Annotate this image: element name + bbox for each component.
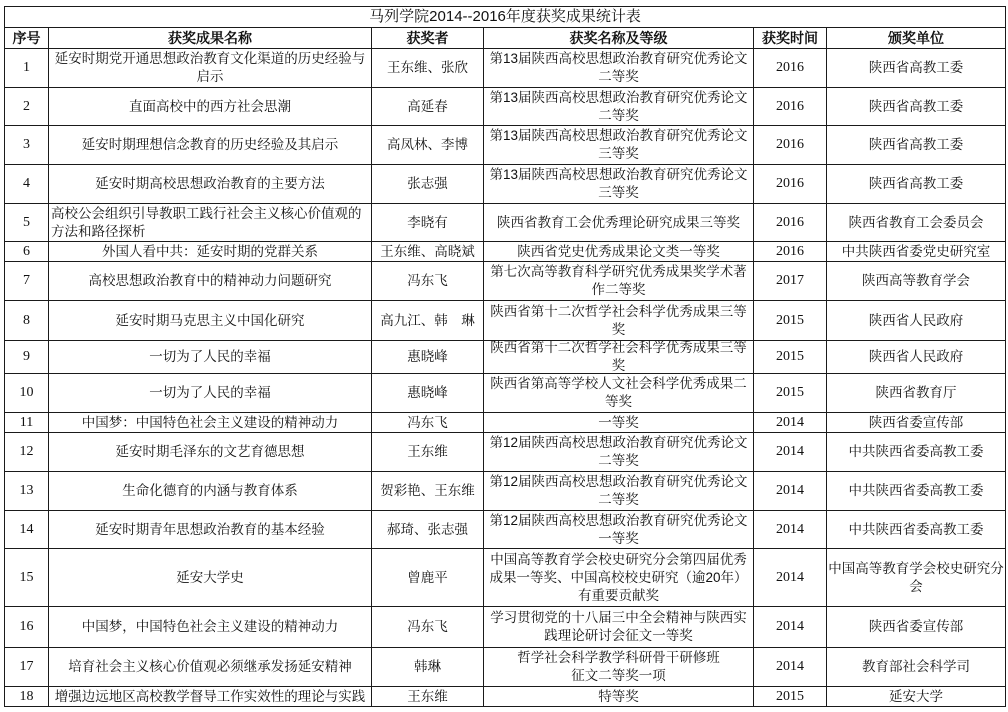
cell-award xyxy=(484,262,754,301)
table-row xyxy=(5,242,1006,262)
cell-year xyxy=(754,165,827,204)
cell-name-text: 高校思想政治教育中的精神动力问题研究 xyxy=(88,273,332,288)
cell-winner xyxy=(372,433,484,472)
cell-name xyxy=(49,88,372,126)
header-year-text: 获奖时间 xyxy=(762,30,818,46)
table-row xyxy=(5,49,1006,88)
cell-index xyxy=(5,341,49,374)
cell-year xyxy=(754,413,827,433)
cell-issuer xyxy=(827,49,1006,88)
cell-award-text: 陕西省第十二次哲学社会科学优秀成果三等奖 xyxy=(490,303,747,337)
cell-name-text: 中国梦：中国特色社会主义建设的精神动力 xyxy=(81,414,339,430)
table-body xyxy=(5,49,1006,707)
header-index xyxy=(5,28,49,49)
cell-winner-text: 王东维 xyxy=(407,688,448,704)
header-issuer-text: 颁奖单位 xyxy=(888,30,945,46)
table-row xyxy=(5,433,1006,472)
cell-index-text: 5 xyxy=(23,214,30,230)
cell-issuer xyxy=(827,165,1006,204)
header-award xyxy=(484,28,754,49)
cell-year-text: 2016 xyxy=(776,60,804,75)
cell-year-text: 2016 xyxy=(776,98,804,114)
cell-name-text: 一切为了人民的幸福 xyxy=(149,385,271,400)
cell-award xyxy=(484,88,754,126)
cell-award-text: 特等奖 xyxy=(598,688,639,704)
cell-index xyxy=(5,204,49,242)
table-row xyxy=(5,126,1006,165)
cell-issuer-text: 陕西省人民政府 xyxy=(868,349,964,364)
cell-name xyxy=(49,374,372,413)
cell-award-text: 第13届陕西高校思想政治教育研究优秀论文三等奖 xyxy=(489,128,748,161)
cell-index-text: 17 xyxy=(19,659,34,674)
cell-winner-text: 冯东飞 xyxy=(407,273,448,288)
cell-name xyxy=(49,341,372,374)
cell-award-text: 第13届陕西高校思想政治教育研究优秀论文二等奖 xyxy=(489,89,748,123)
cell-name xyxy=(49,413,372,433)
cell-year-text: 2015 xyxy=(776,688,804,704)
cell-award xyxy=(484,126,754,165)
cell-index xyxy=(5,433,49,472)
cell-name-text: 延安时期党开通思想政治教育文化渠道的历史经验与启示 xyxy=(54,51,366,84)
cell-name xyxy=(49,242,372,262)
cell-index xyxy=(5,242,49,262)
cell-issuer-text: 陕西省委宣传部 xyxy=(868,414,964,430)
cell-winner xyxy=(372,301,484,341)
table-row xyxy=(5,88,1006,126)
cell-winner-text: 高九江、韩 琳 xyxy=(380,312,475,328)
cell-issuer-text: 延安大学 xyxy=(889,688,944,704)
cell-winner-text: 冯东飞 xyxy=(407,619,448,634)
header-row xyxy=(5,28,1006,49)
cell-name xyxy=(49,472,372,511)
cell-issuer-text: 中共陕西省委高教工委 xyxy=(848,444,984,459)
cell-winner-text: 高延春 xyxy=(407,98,448,114)
cell-winner-text: 惠晓峰 xyxy=(407,349,448,364)
cell-issuer xyxy=(827,472,1006,511)
cell-winner xyxy=(372,204,484,242)
cell-issuer-text: 中国高等教育学会校史研究分会 xyxy=(828,560,1004,594)
cell-winner xyxy=(372,242,484,262)
table-row xyxy=(5,165,1006,204)
cell-issuer xyxy=(827,126,1006,165)
table-row xyxy=(5,262,1006,301)
cell-issuer-text: 陕西省教育工会委员会 xyxy=(848,214,984,230)
cell-index-text: 16 xyxy=(19,619,34,634)
cell-year-text: 2017 xyxy=(776,273,804,288)
cell-index-text: 15 xyxy=(19,569,34,585)
cell-year-text: 2014 xyxy=(776,659,804,674)
cell-winner xyxy=(372,341,484,374)
cell-issuer xyxy=(827,374,1006,413)
cell-year xyxy=(754,549,827,607)
cell-index xyxy=(5,549,49,607)
table-row xyxy=(5,549,1006,607)
cell-index-text: 9 xyxy=(23,349,30,364)
cell-index xyxy=(5,126,49,165)
cell-issuer xyxy=(827,262,1006,301)
cell-name-text: 外国人看中共：延安时期的党群关系 xyxy=(102,243,318,259)
cell-issuer xyxy=(827,648,1006,687)
cell-name xyxy=(49,549,372,607)
cell-winner-text: 王东维、张欣 xyxy=(387,60,468,75)
cell-index-text: 8 xyxy=(23,312,30,328)
cell-index xyxy=(5,262,49,301)
cell-issuer xyxy=(827,301,1006,341)
cell-winner-text: 李晓有 xyxy=(407,214,448,230)
cell-year xyxy=(754,607,827,648)
cell-award xyxy=(484,648,754,687)
cell-index-text: 7 xyxy=(23,273,30,288)
cell-name-text: 延安时期青年思想政治教育的基本经验 xyxy=(95,521,325,537)
cell-year-text: 2014 xyxy=(776,569,804,585)
cell-winner xyxy=(372,549,484,607)
cell-name xyxy=(49,648,372,687)
cell-index-text: 14 xyxy=(19,521,34,537)
table-title: 马列学院2014--2016年度获奖成果统计表 xyxy=(369,8,641,25)
table-row xyxy=(5,204,1006,242)
cell-award-text: 一等奖 xyxy=(598,414,639,430)
cell-index-text: 12 xyxy=(19,444,34,459)
cell-award-text: 第12届陕西高校思想政治教育研究优秀论文一等奖 xyxy=(489,512,748,546)
cell-year xyxy=(754,374,827,413)
cell-winner xyxy=(372,607,484,648)
cell-year xyxy=(754,204,827,242)
cell-award xyxy=(484,433,754,472)
cell-year-text: 2016 xyxy=(776,137,804,152)
cell-year-text: 2016 xyxy=(776,214,804,230)
table-row xyxy=(5,413,1006,433)
table-row xyxy=(5,301,1006,341)
cell-winner xyxy=(372,126,484,165)
cell-name-text: 增强边远地区高校教学督导工作实效性的理论与实践 xyxy=(54,688,366,704)
cell-index xyxy=(5,88,49,126)
cell-issuer xyxy=(827,88,1006,126)
cell-issuer-text: 陕西省高教工委 xyxy=(868,137,964,152)
cell-winner-text: 张志强 xyxy=(407,176,448,191)
cell-issuer-text: 中共陕西省委高教工委 xyxy=(848,483,984,498)
cell-award xyxy=(484,301,754,341)
cell-winner xyxy=(372,472,484,511)
cell-year-text: 2016 xyxy=(776,176,804,191)
cell-index-text: 3 xyxy=(23,137,30,152)
cell-award-text: 陕西省党史优秀成果论文类一等奖 xyxy=(517,243,720,259)
cell-name xyxy=(49,165,372,204)
cell-issuer xyxy=(827,413,1006,433)
table-row xyxy=(5,472,1006,511)
cell-year xyxy=(754,242,827,262)
cell-name-text: 延安时期理想信念教育的历史经验及其启示 xyxy=(81,137,339,152)
cell-award xyxy=(484,687,754,707)
cell-index-text: 10 xyxy=(19,385,34,400)
cell-winner-text: 惠晓峰 xyxy=(407,385,448,400)
cell-issuer xyxy=(827,242,1006,262)
cell-index xyxy=(5,374,49,413)
cell-name xyxy=(49,433,372,472)
cell-year xyxy=(754,88,827,126)
cell-name-text: 一切为了人民的幸福 xyxy=(149,349,271,364)
cell-index xyxy=(5,511,49,549)
cell-index-text: 2 xyxy=(23,98,30,114)
cell-year-text: 2016 xyxy=(776,243,804,259)
cell-issuer xyxy=(827,204,1006,242)
cell-award-text: 学习贯彻党的十八届三中全会精神与陕西实践理论研讨会征文一等奖 xyxy=(490,610,747,643)
awards-table xyxy=(4,6,1006,707)
cell-award xyxy=(484,341,754,374)
cell-winner xyxy=(372,374,484,413)
table-row xyxy=(5,511,1006,549)
cell-name xyxy=(49,301,372,341)
header-winner xyxy=(372,28,484,49)
table-row xyxy=(5,687,1006,707)
cell-award-text: 第七次高等教育科学研究优秀成果奖学术著作二等奖 xyxy=(490,264,747,297)
header-award-text: 获奖名称及等级 xyxy=(569,30,668,46)
cell-issuer-text: 陕西高等教育学会 xyxy=(862,273,971,288)
cell-winner-text: 曾鹿平 xyxy=(407,569,448,585)
cell-award-text: 第12届陕西高校思想政治教育研究优秀论文二等奖 xyxy=(489,474,748,507)
cell-name-text: 培育社会主义核心价值观必须继承发扬延安精神 xyxy=(68,659,352,674)
header-winner-text: 获奖者 xyxy=(406,30,449,46)
cell-index-text: 4 xyxy=(23,176,30,191)
cell-winner xyxy=(372,88,484,126)
cell-index xyxy=(5,413,49,433)
cell-award xyxy=(484,607,754,648)
cell-year-text: 2014 xyxy=(776,619,804,634)
cell-index-text: 1 xyxy=(23,60,30,75)
cell-name-text: 延安时期毛泽东的文艺育德思想 xyxy=(115,444,305,459)
cell-year xyxy=(754,341,827,374)
cell-year xyxy=(754,433,827,472)
cell-name-text: 生命化德育的内涵与教育体系 xyxy=(122,483,298,498)
cell-year-text: 2014 xyxy=(776,414,804,430)
table-row xyxy=(5,607,1006,648)
cell-award xyxy=(484,413,754,433)
cell-award xyxy=(484,511,754,549)
cell-name xyxy=(49,262,372,301)
cell-winner xyxy=(372,262,484,301)
cell-year xyxy=(754,126,827,165)
cell-year xyxy=(754,648,827,687)
cell-year-text: 2015 xyxy=(776,385,804,400)
cell-award-text: 陕西省教育工会优秀理论研究成果三等奖 xyxy=(497,214,740,230)
cell-name xyxy=(49,126,372,165)
cell-issuer-text: 陕西省高教工委 xyxy=(868,98,964,114)
cell-winner xyxy=(372,648,484,687)
cell-issuer-text: 陕西省教育厅 xyxy=(875,385,957,400)
cell-award-text: 第12届陕西高校思想政治教育研究优秀论文二等奖 xyxy=(489,435,748,468)
cell-year-text: 2014 xyxy=(776,483,804,498)
cell-index xyxy=(5,301,49,341)
cell-year xyxy=(754,301,827,341)
cell-name-text: 高校公会组织引导教职工践行社会主义核心价值观的方法和路径探析 xyxy=(51,205,362,239)
cell-winner xyxy=(372,49,484,88)
cell-year-text: 2014 xyxy=(776,521,804,537)
cell-issuer xyxy=(827,511,1006,549)
table-row xyxy=(5,341,1006,374)
cell-issuer xyxy=(827,687,1006,707)
cell-name xyxy=(49,511,372,549)
cell-issuer xyxy=(827,433,1006,472)
cell-issuer-text: 陕西省高教工委 xyxy=(868,176,964,191)
cell-name xyxy=(49,607,372,648)
cell-year-text: 2015 xyxy=(776,312,804,328)
cell-issuer-text: 中共陕西省委党史研究室 xyxy=(841,243,991,259)
cell-award-text: 中国高等教育学会校史研究分会第四届优秀成果一等奖、中国高校校史研究（逾20年）有重要贡献奖 xyxy=(489,551,748,603)
cell-award-text: 哲学社会科学教学科研骨干研修班 征文二等奖一项 xyxy=(517,650,720,683)
cell-issuer xyxy=(827,341,1006,374)
cell-year-text: 2015 xyxy=(776,349,804,364)
cell-index-text: 6 xyxy=(23,243,30,259)
cell-winner xyxy=(372,165,484,204)
title-row xyxy=(5,7,1006,28)
cell-award-text: 第13届陕西高校思想政治教育研究优秀论文三等奖 xyxy=(489,167,748,200)
cell-winner-text: 高凤林、李博 xyxy=(387,137,468,152)
cell-name-text: 延安大学史 xyxy=(176,569,244,585)
cell-index xyxy=(5,607,49,648)
cell-year xyxy=(754,49,827,88)
cell-issuer xyxy=(827,549,1006,607)
table-row xyxy=(5,648,1006,687)
cell-year xyxy=(754,262,827,301)
header-issuer xyxy=(827,28,1006,49)
cell-winner xyxy=(372,413,484,433)
cell-name xyxy=(49,49,372,88)
cell-year-text: 2014 xyxy=(776,444,804,459)
cell-winner xyxy=(372,687,484,707)
cell-winner-text: 王东维 xyxy=(407,444,448,459)
table-row xyxy=(5,374,1006,413)
cell-award xyxy=(484,374,754,413)
cell-year xyxy=(754,687,827,707)
cell-index-text: 13 xyxy=(19,483,34,498)
cell-name-text: 延安时期马克思主义中国化研究 xyxy=(115,312,305,328)
cell-name xyxy=(49,204,372,242)
cell-award xyxy=(484,242,754,262)
cell-issuer-text: 陕西省委宣传部 xyxy=(868,619,964,634)
cell-winner-text: 韩琳 xyxy=(414,659,441,674)
cell-award-text: 第13届陕西高校思想政治教育研究优秀论文二等奖 xyxy=(489,51,748,84)
header-year xyxy=(754,28,827,49)
cell-award xyxy=(484,549,754,607)
cell-index-text: 18 xyxy=(19,688,34,704)
header-name-text: 获奖成果名称 xyxy=(168,30,252,46)
cell-award xyxy=(484,165,754,204)
cell-winner-text: 冯东飞 xyxy=(407,414,448,430)
cell-name-text: 延安时期高校思想政治教育的主要方法 xyxy=(95,176,325,191)
cell-index xyxy=(5,165,49,204)
cell-award-text: 陕西省第高等学校人文社会科学优秀成果二等奖 xyxy=(490,376,747,409)
cell-index-text: 11 xyxy=(19,414,34,430)
cell-index xyxy=(5,648,49,687)
cell-year xyxy=(754,511,827,549)
header-index-text: 序号 xyxy=(12,30,41,46)
cell-award xyxy=(484,472,754,511)
cell-year xyxy=(754,472,827,511)
cell-issuer-text: 陕西省高教工委 xyxy=(868,60,964,75)
cell-winner-text: 王东维、高晓斌 xyxy=(380,243,475,259)
header-name xyxy=(49,28,372,49)
cell-winner xyxy=(372,511,484,549)
cell-name xyxy=(49,687,372,707)
cell-index xyxy=(5,49,49,88)
cell-award xyxy=(484,49,754,88)
cell-award-text: 陕西省第十二次哲学社会科学优秀成果三等奖 xyxy=(490,341,747,373)
table-title-cell xyxy=(5,7,1006,28)
cell-issuer xyxy=(827,607,1006,648)
cell-issuer-text: 教育部社会科学司 xyxy=(862,659,971,674)
cell-name-text: 直面高校中的西方社会思潮 xyxy=(129,98,291,114)
cell-award xyxy=(484,204,754,242)
cell-issuer-text: 中共陕西省委高教工委 xyxy=(848,521,984,537)
cell-winner-text: 郝琦、张志强 xyxy=(387,521,468,537)
cell-index xyxy=(5,687,49,707)
cell-issuer-text: 陕西省人民政府 xyxy=(868,312,964,328)
cell-name-text: 中国梦，中国特色社会主义建设的精神动力 xyxy=(81,619,339,634)
cell-index xyxy=(5,472,49,511)
cell-winner-text: 贺彩艳、王东维 xyxy=(380,483,475,498)
